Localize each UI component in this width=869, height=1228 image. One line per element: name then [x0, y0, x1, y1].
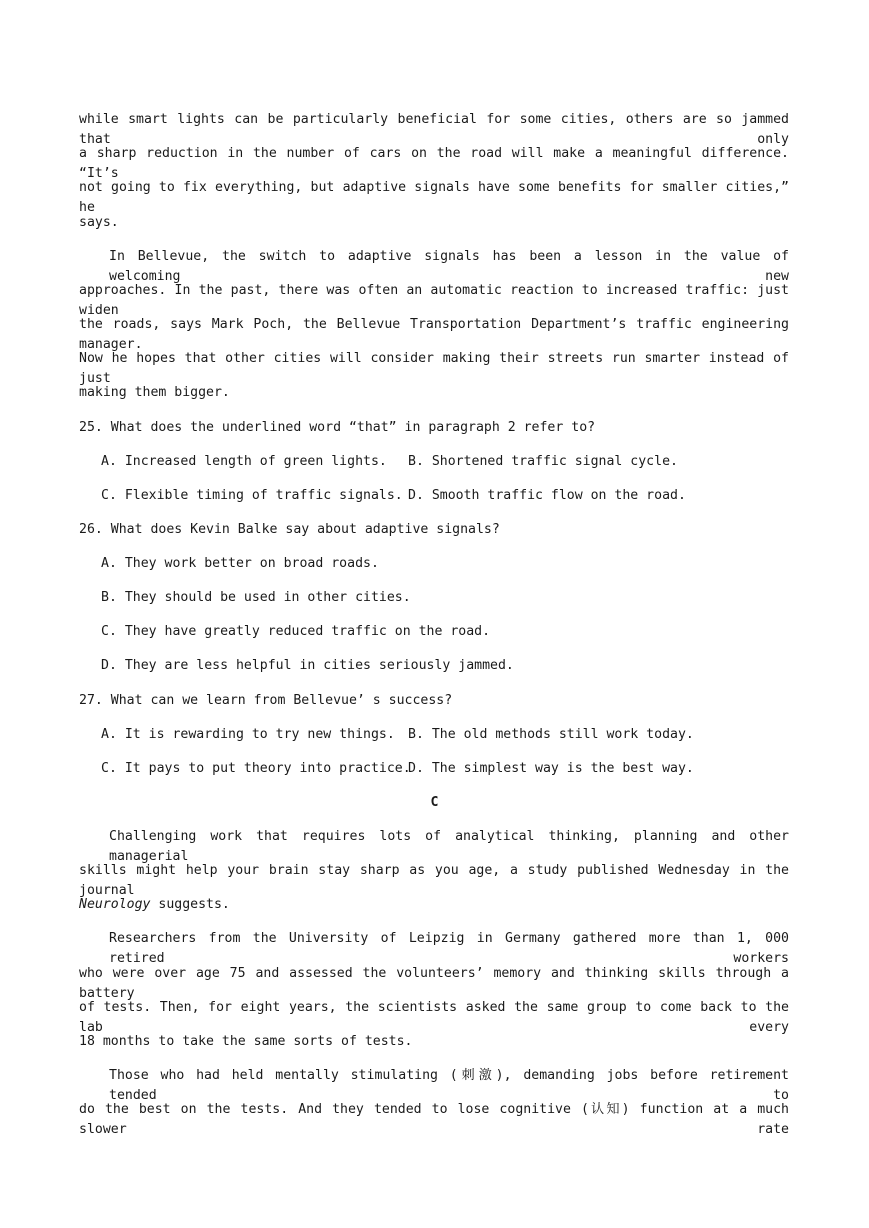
text-line: Those who had held mentally stimulating (刺激), demanding jobs before retirement tended to — [109, 1068, 789, 1103]
option-a: A. It is rewarding to try new things. — [101, 727, 395, 742]
option-d: D. The simplest way is the best way. — [408, 761, 694, 776]
text-line — [79, 895, 230, 915]
text-line: Challenging work that requires lots of analytical thinking, planning and other managerial — [109, 829, 789, 864]
text-line: Researchers from the University of Leipzig in Germany gathered more than 1, 000 retired workers — [109, 931, 789, 966]
option-a: A. They work better on broad roads. — [101, 556, 379, 571]
option-d: D. Smooth traffic flow on the road. — [408, 488, 686, 503]
section-heading: C — [430, 795, 439, 810]
option-c: C. They have greatly reduced traffic on the road. — [101, 624, 491, 639]
option-d: D. They are less helpful in cities seriously jammed. — [101, 658, 514, 673]
option-a: A. Increased length of green lights. — [101, 454, 387, 469]
option-c: C. It pays to put theory into practice. — [101, 761, 411, 776]
question-stem: 27. What can we learn from Bellevue’ s success? — [79, 693, 453, 708]
text-line: In Bellevue, the switch to adaptive signals has been a lesson in the value of welcoming new — [109, 249, 789, 284]
text-line: of tests. Then, for eight years, the scientists asked the same group to come back to the lab every — [79, 1000, 789, 1035]
question-stem: 26. What does Kevin Balke say about adaptive signals? — [79, 522, 500, 537]
text-line: skills might help your brain stay sharp as you age, a study published Wednesday in the journal — [79, 863, 789, 898]
text-line: making them bigger. — [79, 385, 230, 400]
option-b: B. Shortened traffic signal cycle. — [408, 454, 678, 469]
option-b: B. They should be used in other cities. — [101, 590, 411, 605]
text-line: not going to fix everything, but adaptive signals have some benefits for smaller cities,” he — [79, 180, 789, 215]
text-line: a sharp reduction in the number of cars on the road will make a meaningful difference. “It’s — [79, 146, 789, 181]
text-line: do the best on the tests. And they tended to lose cognitive (认知) function at a much slower rate — [79, 1102, 789, 1137]
text-line: who were over age 75 and assessed the volunteers’ memory and thinking skills through a battery — [79, 966, 789, 1001]
text-line: the roads, says Mark Poch, the Bellevue Transportation Department’s traffic engineering manager. — [79, 317, 789, 352]
text-line: approaches. In the past, there was often an automatic reaction to increased traffic: just widen — [79, 283, 789, 318]
text-line: 18 months to take the same sorts of tests. — [79, 1034, 413, 1049]
journal-name: Neurology — [79, 897, 151, 912]
text-fragment: suggests. — [150, 897, 230, 912]
text-line: Now he hopes that other cities will consider making their streets run smarter instead of just — [79, 351, 789, 386]
option-b: B. The old methods still work today. — [408, 727, 694, 742]
text-line: while smart lights can be particularly beneficial for some cities, others are so jammed that only — [79, 112, 789, 147]
option-c: C. Flexible timing of traffic signals. — [101, 488, 403, 503]
question-stem: 25. What does the underlined word “that” in paragraph 2 refer to? — [79, 420, 596, 435]
text-line: says. — [79, 215, 119, 230]
